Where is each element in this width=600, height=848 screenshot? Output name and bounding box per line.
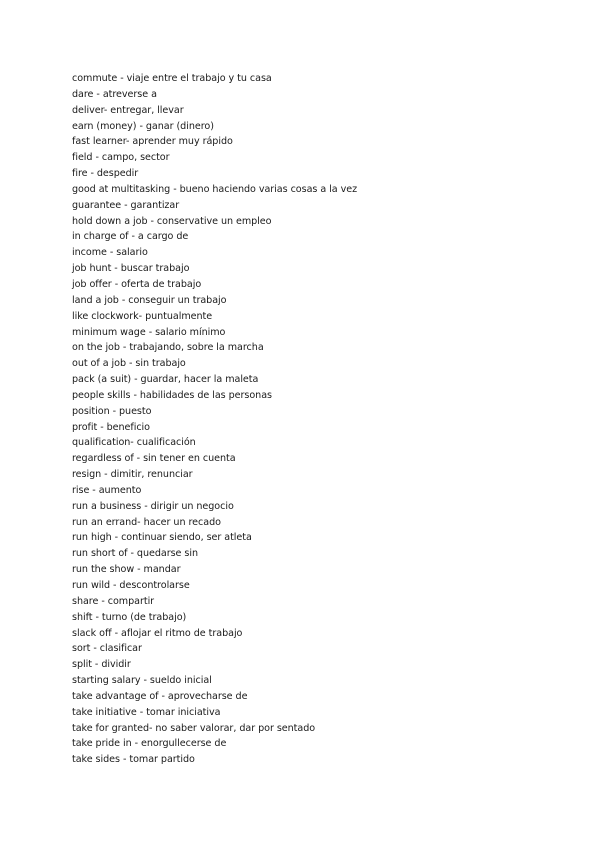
vocabulary-entry: job hunt - buscar trabajo <box>72 263 190 275</box>
vocabulary-entry: share - compartir <box>72 595 155 607</box>
vocabulary-entry: run wild - descontrolarse <box>72 580 190 591</box>
vocabulary-entry: job offer - oferta de trabajo <box>72 278 202 290</box>
vocabulary-entry: income - salario <box>72 247 148 259</box>
vocabulary-entry: pack (a suit) - guardar, hacer la maleta <box>72 374 259 386</box>
vocabulary-list <box>72 71 357 768</box>
vocabulary-entry: starting salary - sueldo inicial <box>72 675 212 687</box>
vocabulary-entry: take initiative - tomar iniciativa <box>72 706 221 718</box>
vocabulary-entry: fire - despedir <box>72 168 139 180</box>
vocabulary-entry: take sides - tomar partido <box>72 754 195 766</box>
vocabulary-entry: slack off - aflojar el ritmo de trabajo <box>72 627 243 639</box>
vocabulary-entry: regardless of - sin tener en cuenta <box>72 453 236 465</box>
vocabulary-entry: rise - aumento <box>72 484 142 496</box>
vocabulary-entry: good at multitasking - bueno haciendo varias cosas a la vez <box>72 183 358 195</box>
vocabulary-entry: deliver- entregar, llevar <box>72 104 184 116</box>
vocabulary-entry: fast learner- aprender muy rápido <box>72 136 233 148</box>
vocabulary-entry: commute - viaje entre el trabajo y tu casa <box>72 73 272 84</box>
vocabulary-entry: like clockwork- puntualmente <box>72 310 213 322</box>
vocabulary-entry: on the job - trabajando, sobre la marcha <box>72 342 264 354</box>
vocabulary-entry: run high - continuar siendo, ser atleta <box>72 532 252 544</box>
vocabulary-entry: sort - clasificar <box>72 643 142 655</box>
vocabulary-entry: take pride in - enorgullecerse de <box>72 738 227 750</box>
vocabulary-entry: profit - beneficio <box>72 421 150 433</box>
vocabulary-entry: field - campo, sector <box>72 152 170 164</box>
vocabulary-entry: position - puesto <box>72 405 152 417</box>
vocabulary-entry: in charge of - a cargo de <box>72 231 189 243</box>
vocabulary-entry: resign - dimitir, renunciar <box>72 469 193 481</box>
vocabulary-entry: shift - turno (de trabajo) <box>72 611 187 623</box>
vocabulary-entry: run the show - mandar <box>72 564 181 576</box>
vocabulary-entry: take for granted- no saber valorar, dar por sentado <box>72 722 316 734</box>
vocabulary-entry: out of a job - sin trabajo <box>72 358 186 370</box>
vocabulary-entry: hold down a job - conservative un empleo <box>72 215 272 227</box>
vocabulary-entry: dare - atreverse a <box>72 88 157 100</box>
vocabulary-entry: take advantage of - aprovecharse de <box>72 690 248 702</box>
vocabulary-entry: run short of - quedarse sin <box>72 548 198 560</box>
vocabulary-entry: earn (money) - ganar (dinero) <box>72 120 214 132</box>
vocabulary-entry: minimum wage - salario mínimo <box>72 326 226 338</box>
vocabulary-entry: qualification- cualificación <box>72 437 196 449</box>
vocabulary-entry: land a job - conseguir un trabajo <box>72 294 227 306</box>
vocabulary-entry: split - dividir <box>72 659 131 671</box>
vocabulary-entry: guarantee - garantizar <box>72 199 180 211</box>
vocabulary-entry: people skills - habilidades de las personas <box>72 389 272 401</box>
vocabulary-entry: run a business - dirigir un negocio <box>72 500 234 512</box>
vocabulary-entry: run an errand- hacer un recado <box>72 516 221 528</box>
